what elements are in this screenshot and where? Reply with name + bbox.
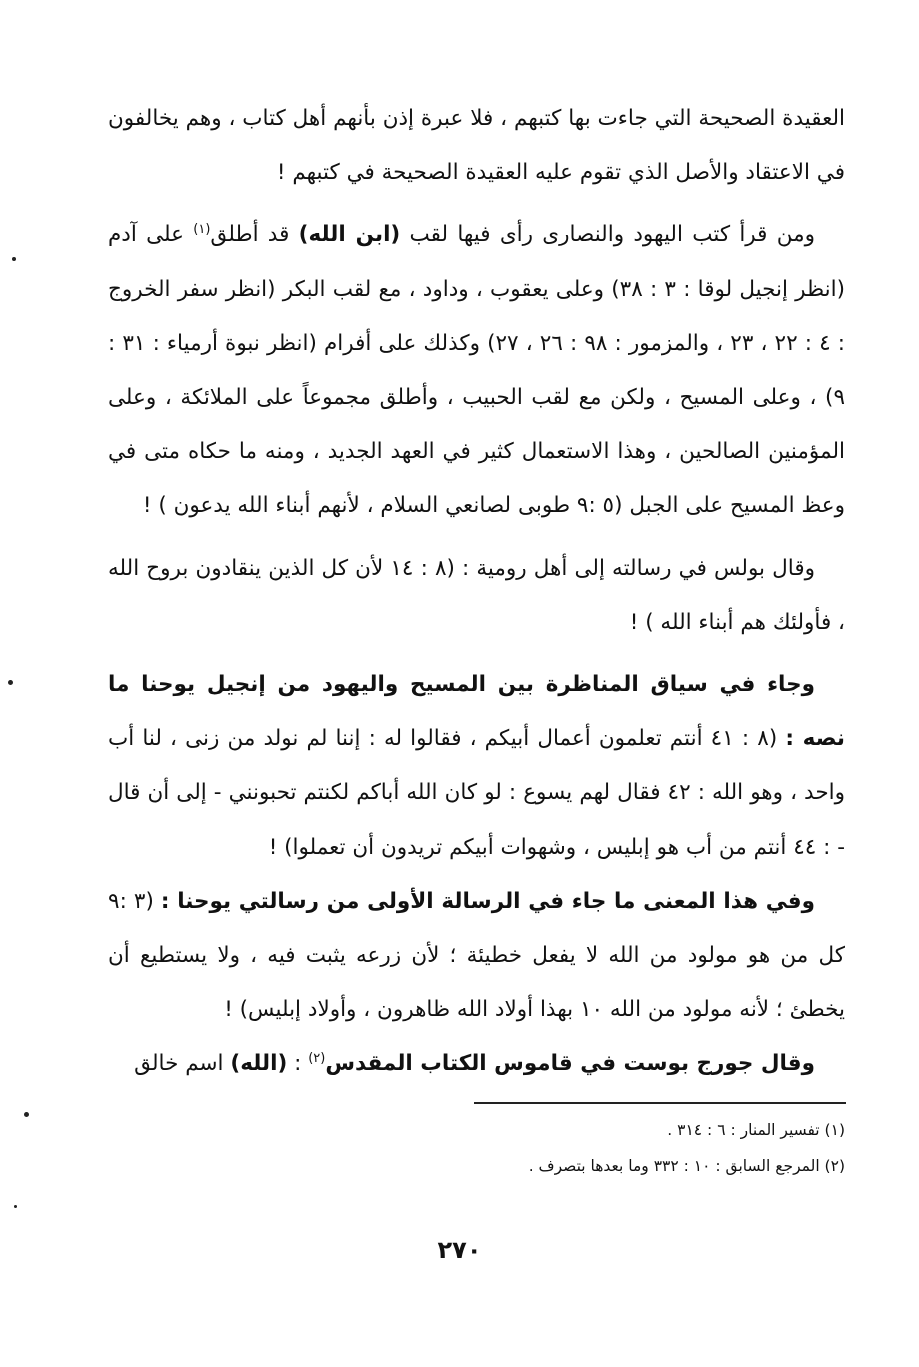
paragraph-4-lead: وجاء في سياق المناظرة بين المسيح واليهود من إنجيل يوحنا ما نصه : xyxy=(108,672,845,752)
paragraph-4 xyxy=(108,658,845,875)
paragraph-3: وقال بولس في رسالته إلى أهل رومية : (٨ : ١٤ لأن كل الذين ينقادون بروح الله ، فأولئك هم أبناء الله ) ! xyxy=(108,555,845,635)
body-text xyxy=(108,92,845,1092)
paragraph-5-lead: وفي هذا المعنى ما جاء في الرسالة الأولى من رسالتي يوحنا : xyxy=(160,888,815,914)
paragraph-6-rest: : xyxy=(287,1051,309,1077)
footnote-ref-2[interactable]: (٢) xyxy=(308,1051,326,1067)
allah-term: (الله) xyxy=(230,1051,288,1077)
footnotes xyxy=(300,1112,845,1184)
paragraph-2-part-c: على آدم (انظر إنجيل لوقا : ٣ : ٣٨) وعلى يعقوب ، وداود ، مع لقب البكر (انظر سفر الخروج : ٤ : ٢٢ ، ٢٣ ، والمزمور : ٩٨ : ٢٦ ، ٢٧) وكذلك على أفرام (انظر نبوة أرمياء : ٣١ : ٩) ، وعلى المسيح ، ولكن مع لقب الحبيب ، وأطلق مجموعاً على الملائكة ، وعلى المؤمنين الصالحين ، وهذا الاستعمال كثير في العهد الجديد ، ومنه ما حكاه متى في وعظ المسيح على الجبل (٥ :٩ طوبى لصانعي السلام ، لأنهم أبناء الله يدعون ) ! xyxy=(108,222,846,519)
paragraph-5-rest: (٣ :٩ كل من هو مولود من الله لا يفعل خطيئة ؛ لأن زرعه يثبت فيه ، ولا يستطيع أن يخطئ ؛ لأنه مولود من الله ١٠ بهذا أولاد الله ظاهرون ، وأولاد إبليس) ! xyxy=(108,888,845,1023)
footnote-separator xyxy=(474,1102,846,1104)
scan-speck xyxy=(14,1205,17,1208)
paragraph-1: العقيدة الصحيحة التي جاءت بها كتبهم ، فلا عبرة إذن بأنهم أهل كتاب ، وهم يخالفون في الاعتقاد والأصل الذي تقوم عليه العقيدة الصحيحة في كتبهم ! xyxy=(108,106,845,186)
footnote-2: (٢) المرجع السابق : ١٠ : ٣٣٢ وما بعدها بتصرف . xyxy=(528,1157,845,1175)
paragraph-2 xyxy=(108,208,845,533)
footnote-1: (١) تفسير المنار : ٦ : ٣١٤ . xyxy=(667,1121,845,1139)
paragraph-6-lead: وقال جورج بوست في قاموس الكتاب المقدس xyxy=(325,1051,815,1077)
ibn-allah-term: (ابن الله) xyxy=(298,222,401,248)
page-number: ٢٧٠ xyxy=(437,1236,482,1264)
paragraph-6 xyxy=(108,1037,845,1091)
footnote-ref-1[interactable]: (١) xyxy=(193,222,211,238)
paragraph-6-tail: اسم خالق xyxy=(134,1051,231,1077)
paragraph-2-part-a: ومن قرأ كتب اليهود والنصارى رأى فيها لقب xyxy=(400,222,815,248)
paragraph-5 xyxy=(108,875,845,1038)
scan-speck xyxy=(8,680,13,685)
paragraph-4-rest: (٨ : ٤١ أنتم تعلمون أعمال أبيكم ، فقالوا له : إننا لم نولد من زنى ، لنا أب واحد ، وهو الله : ٤٢ فقال لهم يسوع : لو كان الله أباكم لكنتم تحبونني - إلى أن قال - : ٤٤ أنتم من أب هو إبليس ، وشهوات أبيكم تريدون أن تعملوا) ! xyxy=(108,726,845,860)
paragraph-2-part-b: قد أطلق xyxy=(210,222,299,248)
scan-speck xyxy=(24,1112,29,1117)
scan-speck xyxy=(12,257,16,261)
